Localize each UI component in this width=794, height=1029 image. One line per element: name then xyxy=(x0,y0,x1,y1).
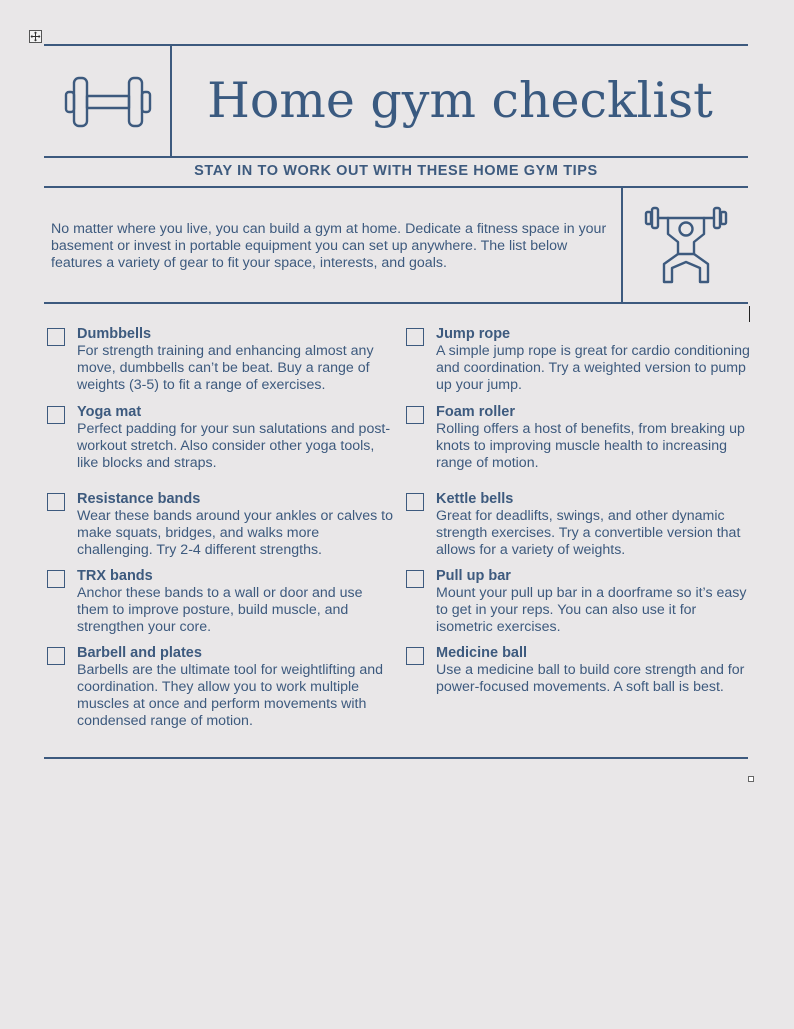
subtitle-bottom-rule xyxy=(44,186,748,188)
item-checkbox[interactable] xyxy=(47,570,65,588)
item-checkbox[interactable] xyxy=(47,406,65,424)
item-checkbox[interactable] xyxy=(47,493,65,511)
text-cursor xyxy=(749,306,750,322)
item-title: Pull up bar xyxy=(436,568,511,584)
intro-divider xyxy=(621,187,623,303)
page-title: Home gym checklist xyxy=(207,72,713,129)
item-checkbox[interactable] xyxy=(406,570,424,588)
item-title: Jump rope xyxy=(436,326,511,342)
item-description: Great for deadlifts, swings, and other dynamic strength exercises. Try a convertible version that allows for a variety of weights. xyxy=(436,508,741,558)
intro-text: No matter where you live, you can build a gym at home. Dedicate a fitness space in your basement or invest in portable equipment you can set up anywhere. The list below features a variety of gear to fit your space, interests, and goals. xyxy=(51,221,607,271)
page-subtitle: STAY IN TO WORK OUT WITH THESE HOME GYM TIPS xyxy=(194,163,598,179)
item-checkbox[interactable] xyxy=(406,406,424,424)
item-description: Use a medicine ball to build core strength and for power-focused movements. A soft ball is best. xyxy=(436,662,745,695)
item-description: For strength training and enhancing almost any move, dumbbells can’t be beat. Buy a range of weights (3-5) to fit a range of exercises. xyxy=(77,343,374,393)
bottom-rule xyxy=(44,757,748,759)
item-description: Wear these bands around your ankles or calves to make squats, bridges, and walks more challenging. Try 2-4 different strengths. xyxy=(77,508,393,558)
item-title: TRX bands xyxy=(77,568,153,584)
item-title: Foam roller xyxy=(436,404,515,420)
item-description: A simple jump rope is great for cardio conditioning and coordination. Try a weighted version to pump up your jump. xyxy=(436,343,750,393)
item-title: Resistance bands xyxy=(77,491,201,507)
item-checkbox[interactable] xyxy=(47,647,65,665)
header-bottom-rule xyxy=(44,156,748,158)
item-checkbox[interactable] xyxy=(406,493,424,511)
item-title: Kettle bells xyxy=(436,491,514,507)
item-title: Barbell and plates xyxy=(77,645,202,661)
item-description: Rolling offers a host of benefits, from breaking up knots to improving muscle health to increasing range of motion. xyxy=(436,421,745,471)
item-title: Dumbbells xyxy=(77,326,152,342)
end-of-cell-mark xyxy=(748,776,754,782)
item-description: Mount your pull up bar in a doorframe so it’s easy to get in your reps. You can also use it for isometric exercises. xyxy=(436,585,747,635)
move-handle-icon[interactable] xyxy=(29,30,42,43)
item-title: Medicine ball xyxy=(436,645,528,661)
item-checkbox[interactable] xyxy=(406,647,424,665)
item-description: Barbells are the ultimate tool for weightlifting and coordination. They allow you to work multiple muscles at once and perform movements with condensed range of motion. xyxy=(77,662,383,729)
dumbbell-icon xyxy=(62,74,154,135)
top-rule xyxy=(44,44,748,46)
item-description: Perfect padding for your sun salutations and post-workout stretch. Also consider other yoga tools, like blocks and straps. xyxy=(77,421,391,471)
item-checkbox[interactable] xyxy=(406,328,424,346)
item-checkbox[interactable] xyxy=(47,328,65,346)
item-description: Anchor these bands to a wall or door and use them to improve posture, build muscle, and strengthen your core. xyxy=(77,585,363,635)
item-title: Yoga mat xyxy=(77,404,142,420)
intro-bottom-rule xyxy=(44,302,748,304)
weightlifter-icon xyxy=(644,204,728,293)
